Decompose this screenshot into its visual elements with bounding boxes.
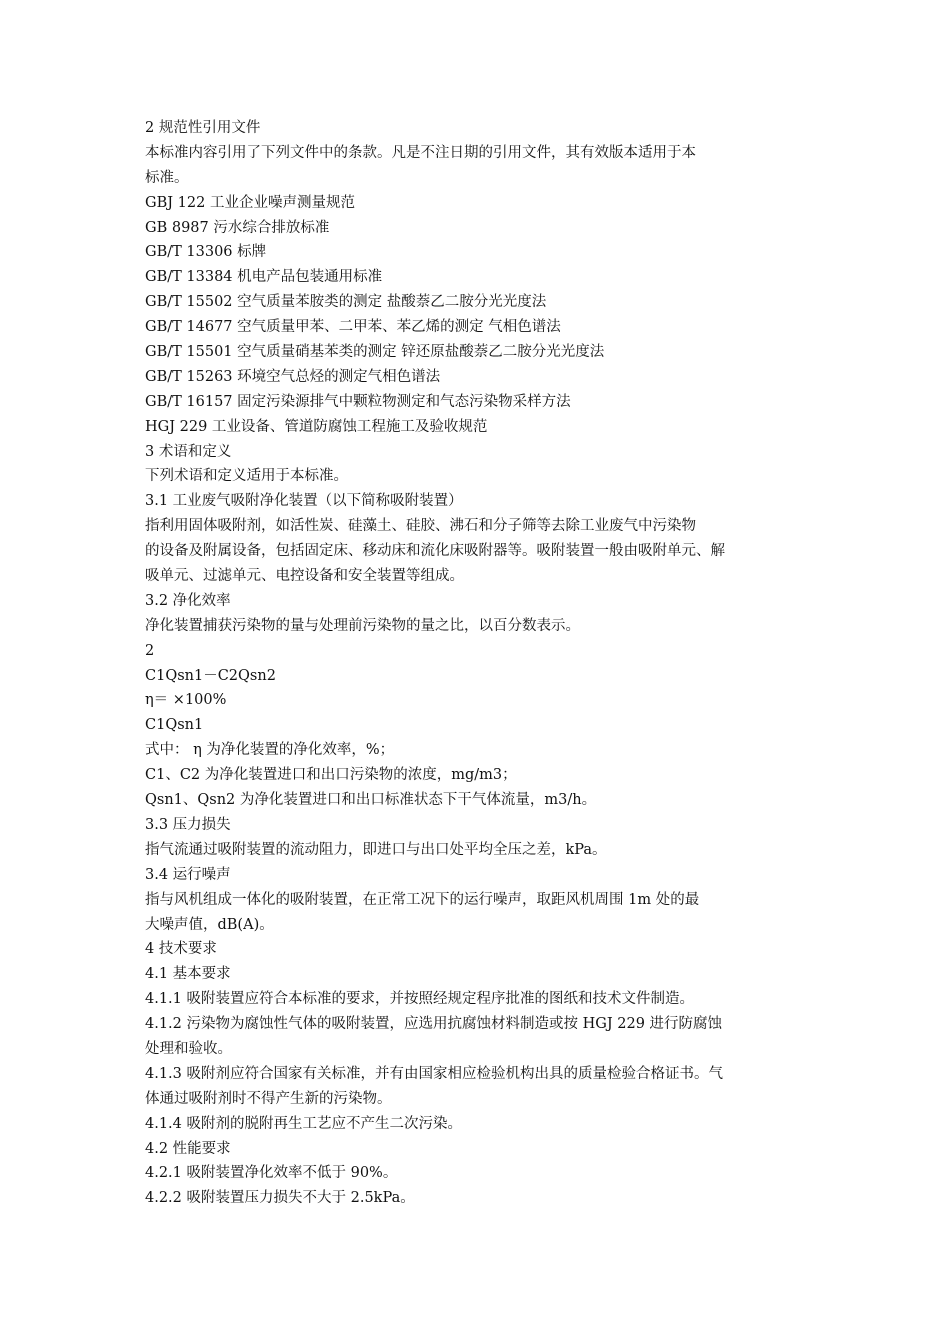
paragraph-line: 下列术语和定义适用于本标准。	[145, 468, 348, 485]
reference-item: GB/T 15263 环境空气总烃的测定气相色谱法	[145, 368, 441, 385]
paragraph-line: 吸单元、过滤单元、电控设备和安全装置等组成。	[145, 568, 464, 585]
subsection-heading: 3.2 净化效率	[145, 592, 231, 609]
reference-item: GB/T 15502 空气质量苯胺类的测定 盐酸萘乙二胺分光光度法	[145, 294, 547, 311]
formula-denominator: C1Qsn1	[145, 717, 204, 734]
paragraph-line: 大噪声值，dB(A)。	[145, 916, 274, 933]
subsection-heading: 4.1 基本要求	[145, 966, 231, 983]
reference-item: GB/T 13306 标牌	[145, 244, 267, 261]
clause-line: 体通过吸附剂时不得产生新的污染物。	[145, 1090, 392, 1107]
reference-item: GB/T 16157 固定污染源排气中颗粒物测定和气态污染物采样方法	[145, 393, 571, 410]
section-heading: 3 术语和定义	[145, 443, 232, 460]
formula-explanation: Qsn1、Qsn2 为净化装置进口和出口标准状态下干气体流量，m3/h。	[145, 792, 597, 809]
clause-line: 4.1.3 吸附剂应符合国家有关标准，并有由国家相应检验机构出具的质量检验合格证书。气	[145, 1065, 723, 1082]
paragraph-line: 指与风机组成一体化的吸附装置，在正常工况下的运行噪声，取距风机周围 1m 处的最	[145, 891, 700, 908]
subsection-heading: 3.3 压力损失	[145, 816, 231, 833]
paragraph-line: 标准。	[145, 169, 189, 186]
formula-explanation: C1、C2 为净化装置进口和出口污染物的浓度，mg/m3；	[145, 767, 517, 784]
reference-item: GB/T 15501 空气质量硝基苯类的测定 锌还原盐酸萘乙二胺分光光度法	[145, 344, 605, 361]
clause-line: 4.1.2 污染物为腐蚀性气体的吸附装置，应选用抗腐蚀材料制造或按 HGJ 229 进行防腐蚀	[145, 1016, 723, 1033]
clause-line: 4.2.1 吸附装置净化效率不低于 90%。	[145, 1165, 398, 1182]
reference-item: GB/T 14677 空气质量甲苯、二甲苯、苯乙烯的测定 气相色谱法	[145, 319, 561, 336]
formula-line: η＝ ×100%	[145, 692, 227, 709]
document-page	[145, 116, 825, 1211]
formula-explanation: 式中： η 为净化装置的净化效率，%；	[145, 742, 395, 759]
reference-item: GBJ 122 工业企业噪声测量规范	[145, 194, 355, 211]
clause-line: 4.1.1 吸附装置应符合本标准的要求，并按照经规定程序批准的图纸和技术文件制造。	[145, 991, 695, 1008]
paragraph-line: 指利用固体吸附剂，如活性炭、硅藻土、硅胶、沸石和分子筛等去除工业废气中污染物	[145, 518, 696, 535]
subsection-heading: 3.4 运行噪声	[145, 866, 231, 883]
subsection-heading: 4.2 性能要求	[145, 1140, 231, 1157]
paragraph-line: 的设备及附属设备，包括固定床、移动床和流化床吸附器等。吸附装置一般由吸附单元、解	[145, 543, 725, 560]
paragraph-line: 指气流通过吸附装置的流动阻力，即进口与出口处平均全压之差，kPa。	[145, 841, 607, 858]
clause-line: 4.1.4 吸附剂的脱附再生工艺应不产生二次污染。	[145, 1115, 463, 1132]
formula-line: 2	[145, 642, 155, 659]
clause-line: 处理和验收。	[145, 1040, 232, 1057]
subsection-heading: 3.1 工业废气吸附净化装置（以下简称吸附装置）	[145, 493, 463, 510]
clause-line: 4.2.2 吸附装置压力损失不大于 2.5kPa。	[145, 1190, 415, 1207]
paragraph-line: 净化装置捕获污染物的量与处理前污染物的量之比，以百分数表示。	[145, 617, 580, 634]
paragraph-line: 本标准内容引用了下列文件中的条款。凡是不注日期的引用文件，其有效版本适用于本	[145, 144, 696, 161]
section-heading: 2 规范性引用文件	[145, 120, 261, 136]
reference-item: HGJ 229 工业设备、管道防腐蚀工程施工及验收规范	[145, 418, 488, 435]
formula-numerator: C1Qsn1－C2Qsn2	[145, 667, 276, 684]
reference-item: GB/T 13384 机电产品包装通用标准	[145, 269, 383, 286]
section-heading: 4 技术要求	[145, 941, 217, 958]
reference-item: GB 8987 污水综合排放标准	[145, 219, 330, 236]
